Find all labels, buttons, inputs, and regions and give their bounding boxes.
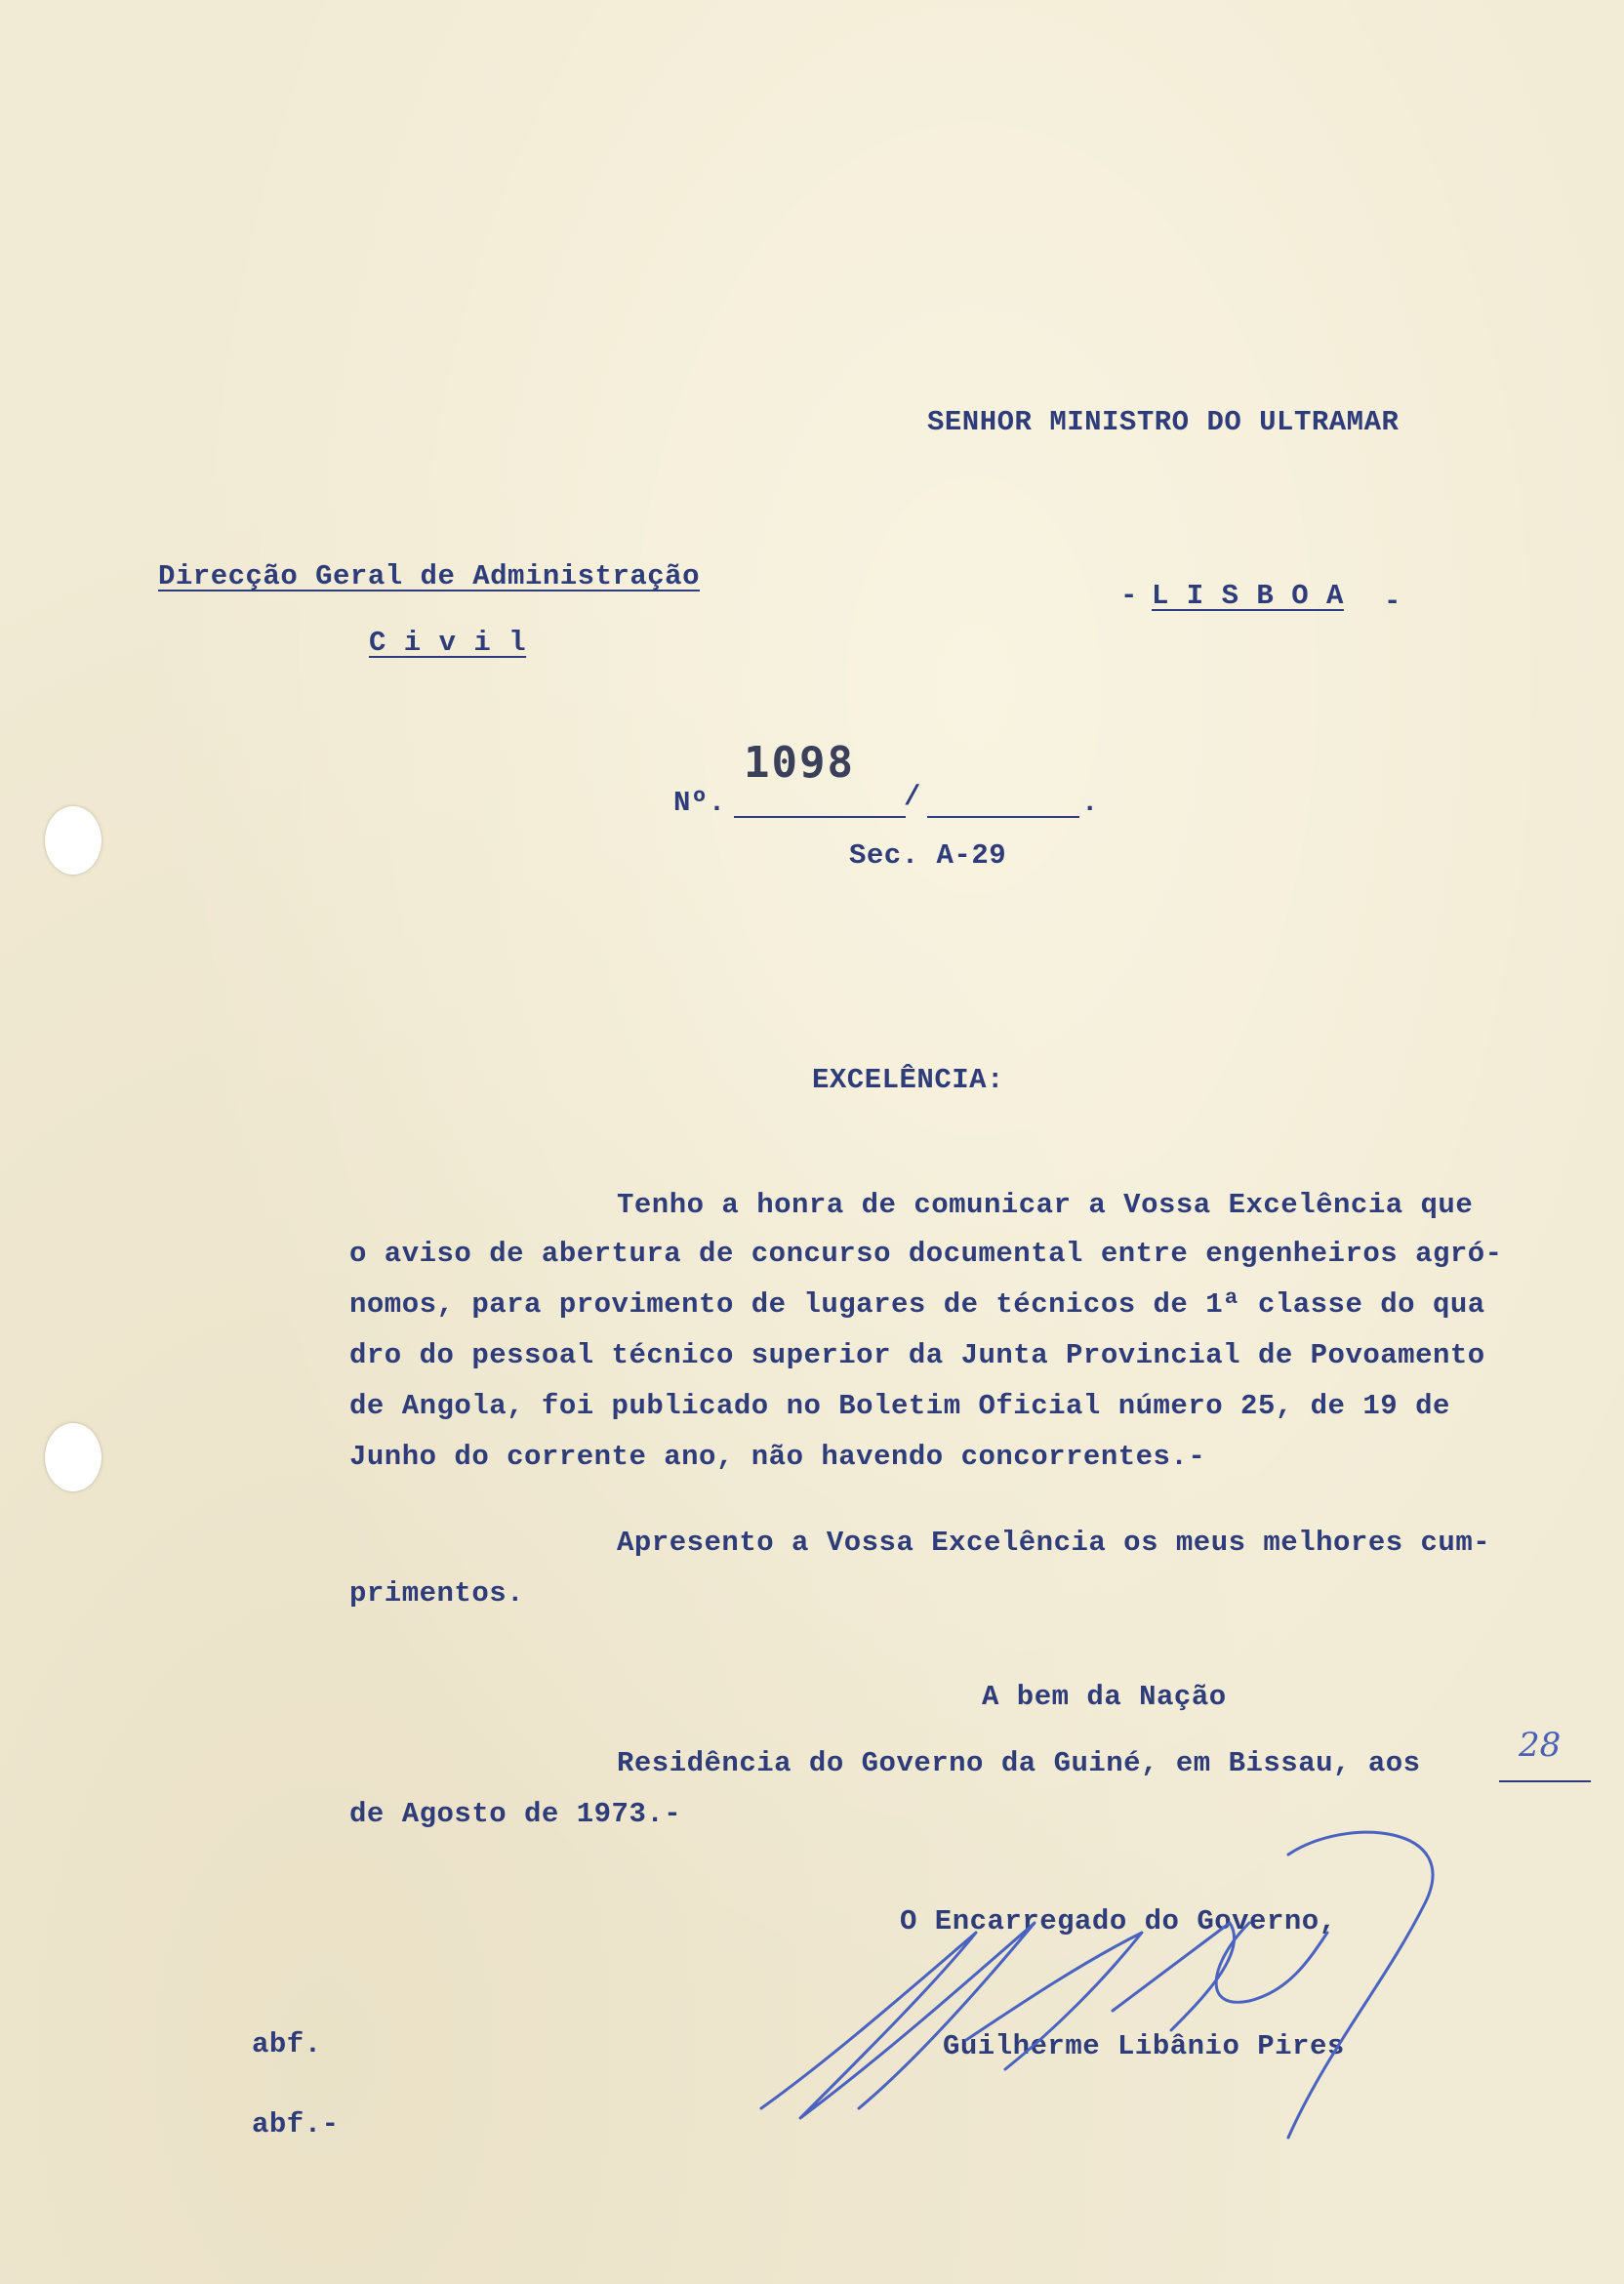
place-date-line2: de Agosto de 1973.-: [349, 1798, 682, 1830]
number-slash: /: [904, 781, 921, 813]
department-line1: Direcção Geral de Administração: [158, 560, 700, 592]
salutation: EXCELÊNCIA:: [812, 1064, 1004, 1096]
paragraph1-line1: Tenho a honra de comunicar a Vossa Excelência que: [617, 1189, 1474, 1221]
paragraph2-line2: primentos.: [349, 1577, 525, 1610]
handwritten-signature: [742, 1815, 1483, 2147]
paragraph1-line3: nomos, para provimento de lugares de técnicos de 1ª classe do qua: [349, 1288, 1485, 1321]
number-stamp: 1098: [744, 738, 855, 788]
initials-line2: abf.-: [252, 2108, 340, 2141]
place-date-line1: Residência do Governo da Guiné, em Bissau, aos: [617, 1747, 1421, 1779]
day-handwritten: 28: [1519, 1726, 1562, 1765]
department-line2: C i v i l: [369, 627, 527, 659]
paragraph2-line1: Apresento a Vossa Excelência os meus melhores cum-: [617, 1527, 1491, 1559]
initials-line1: abf.: [252, 2028, 322, 2060]
number-line-1: [734, 816, 906, 818]
day-underline: [1499, 1780, 1591, 1782]
city-dash-right: -: [1384, 586, 1401, 618]
paragraph1-line6: Junho do corrente ano, não havendo concorrentes.-: [349, 1441, 1206, 1473]
city: L I S B O A: [1152, 580, 1344, 612]
signer-title: O Encarregado do Governo,: [900, 1905, 1337, 1937]
punch-hole-bottom: [45, 1423, 102, 1491]
number-dot: .: [1081, 787, 1099, 819]
punch-hole-top: [45, 806, 102, 875]
paragraph1-line2: o aviso de abertura de concurso documental entre engenheiros agró-: [349, 1238, 1503, 1270]
paragraph1-line5: de Angola, foi publicado no Boletim Oficial número 25, de 19 de: [349, 1390, 1450, 1422]
signer-name: Guilherme Libânio Pires: [943, 2030, 1345, 2062]
paragraph1-line4: dro do pessoal técnico superior da Junta Provincial de Povoamento: [349, 1339, 1485, 1371]
number-label: Nº.: [673, 787, 726, 819]
section-code: Sec. A-29: [849, 839, 1007, 872]
city-dash-left: -: [1120, 580, 1138, 612]
number-line-2: [927, 816, 1079, 818]
closing: A bem da Nação: [982, 1681, 1227, 1713]
addressee: SENHOR MINISTRO DO ULTRAMAR: [927, 406, 1400, 438]
